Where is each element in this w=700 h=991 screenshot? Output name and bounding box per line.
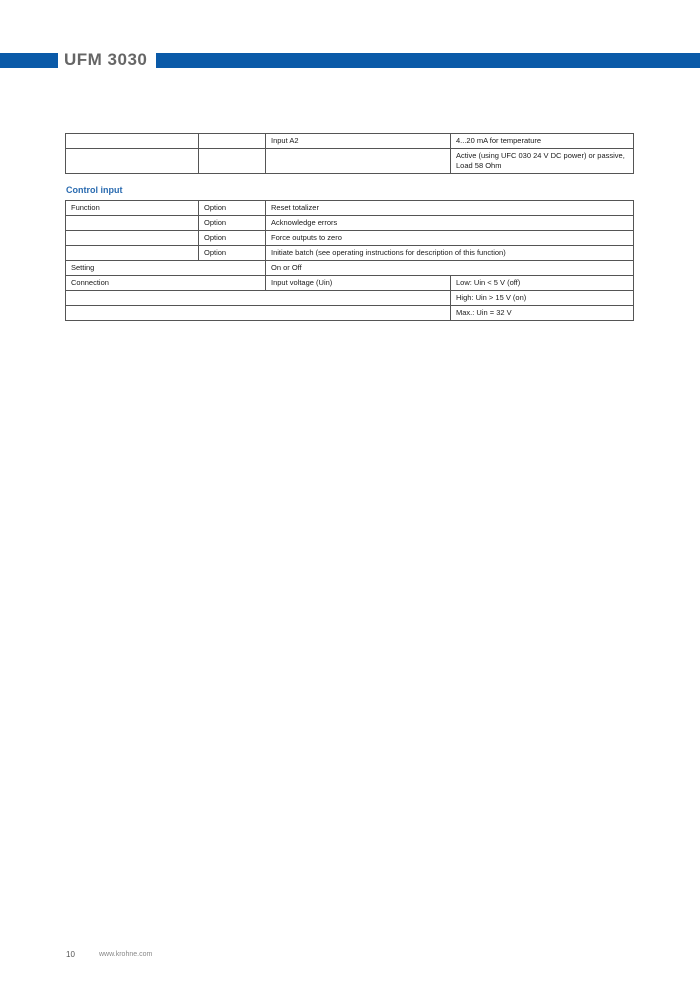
header-bar-right: [156, 53, 700, 68]
value-cell: Reset totalizer: [266, 201, 634, 216]
spec-cell: Max.: Uin = 32 V: [451, 306, 634, 321]
option-cell: Option: [199, 216, 266, 231]
table-row: [66, 149, 634, 174]
footer-url: www.krohne.com: [99, 951, 153, 958]
table-row: [66, 201, 634, 216]
page-number: 10: [66, 950, 75, 959]
table-cell: [266, 149, 451, 174]
value-cell: Force outputs to zero: [266, 231, 634, 246]
table-cell: [66, 134, 199, 149]
table-cell: 4...20 mA for temperature: [451, 134, 634, 149]
option-cell: Option: [199, 231, 266, 246]
table-cell: [199, 149, 266, 174]
table-row: [66, 261, 634, 276]
option-cell: Option: [199, 201, 266, 216]
row-label: [66, 231, 199, 246]
table-cell: [66, 149, 199, 174]
table-row: [66, 276, 634, 291]
section-heading-control-input: Control input: [66, 185, 123, 195]
control-input-table: [65, 200, 634, 321]
table-cell: Active (using UFC 030 24 V DC power) or passive, Load 58 Ohm: [451, 149, 634, 174]
empty-cell: [66, 306, 451, 321]
value-cell: On or Off: [266, 261, 634, 276]
table-row: [66, 246, 634, 261]
table-cell: Input A2: [266, 134, 451, 149]
input-spec-table: [65, 133, 634, 174]
row-label: Connection: [66, 276, 266, 291]
spec-cell: Low: Uin < 5 V (off): [451, 276, 634, 291]
row-label: [66, 246, 199, 261]
table-row: [66, 291, 634, 306]
value-cell: Acknowledge errors: [266, 216, 634, 231]
table-row: [66, 306, 634, 321]
table-row: [66, 216, 634, 231]
table-row: [66, 231, 634, 246]
option-cell: Option: [199, 246, 266, 261]
row-label: Function: [66, 201, 199, 216]
header-bar-left: [0, 53, 58, 68]
value-cell: Initiate batch (see operating instructions for description of this function): [266, 246, 634, 261]
table-row: [66, 134, 634, 149]
empty-cell: [66, 291, 451, 306]
row-label: [66, 216, 199, 231]
table-cell: [199, 134, 266, 149]
spec-cell: High: Uin > 15 V (on): [451, 291, 634, 306]
row-label: Setting: [66, 261, 266, 276]
value-cell: Input voltage (Uin): [266, 276, 451, 291]
page-title: UFM 3030: [64, 50, 148, 69]
